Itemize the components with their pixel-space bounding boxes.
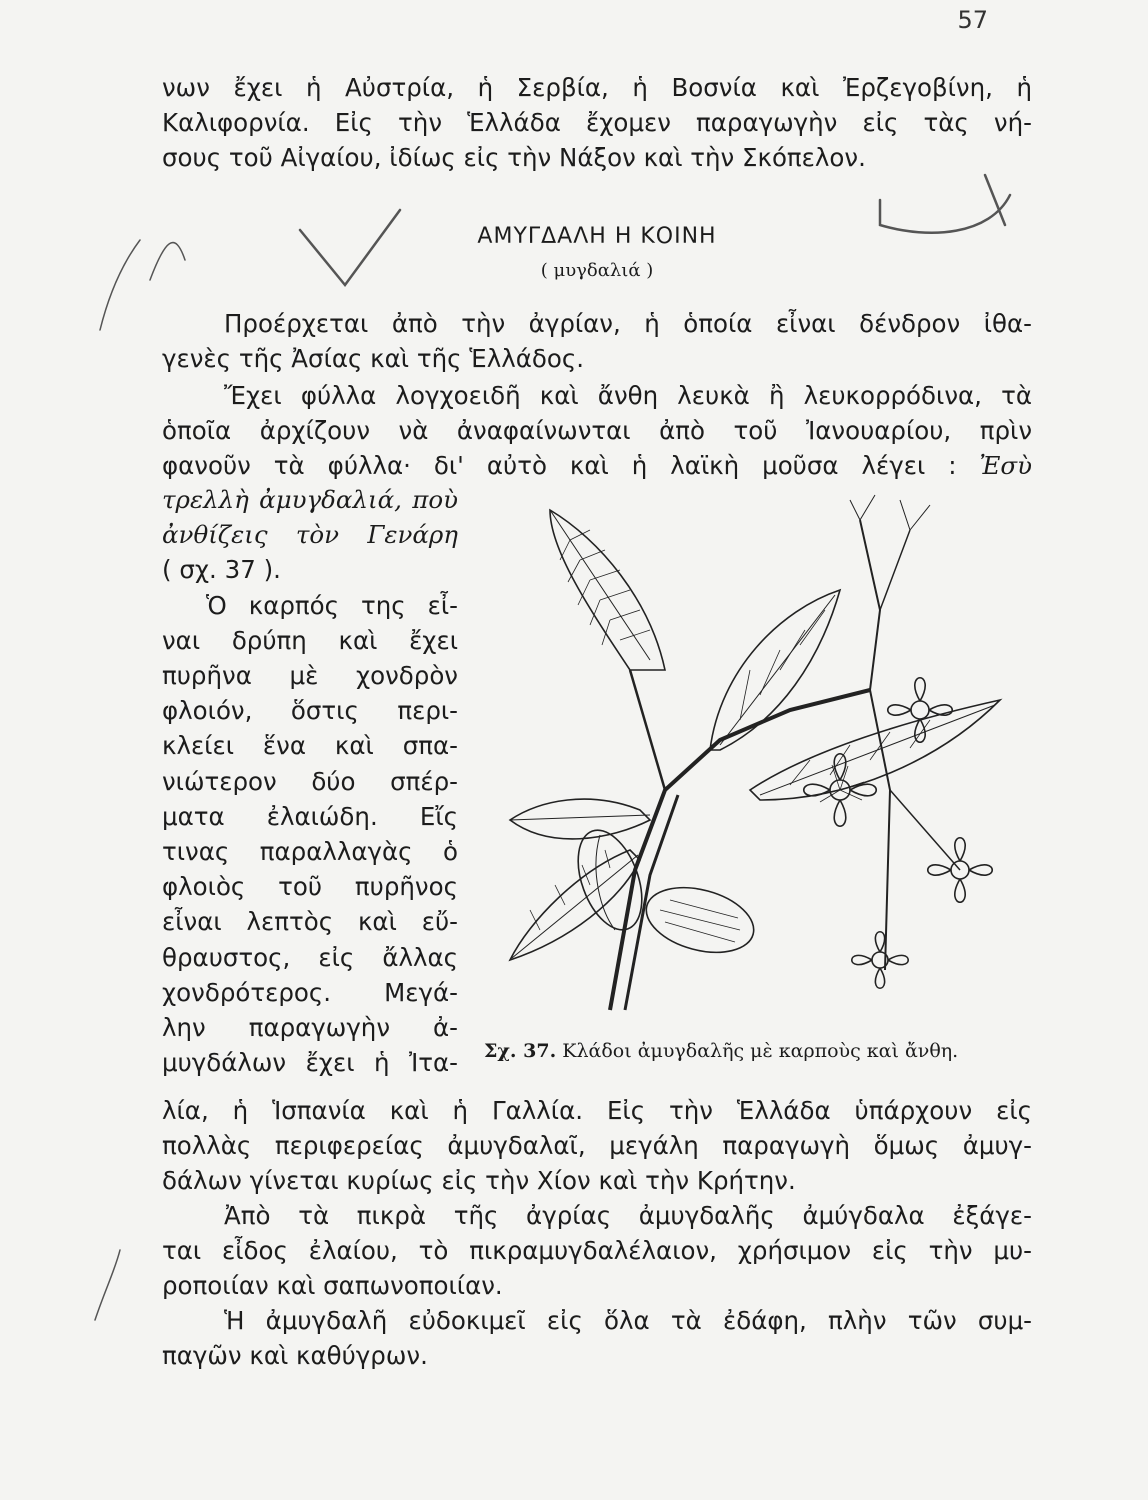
text-line: κλείει ἕνα καὶ σπα- (162, 731, 458, 761)
text-line: Προέρχεται ἀπὸ τὴν ἀγρίαν, ἡ ὁποία εἶναι δένδρον ἰθα- (224, 309, 1032, 338)
paragraph-origin (162, 306, 1032, 376)
figure-caption (484, 1040, 1044, 1062)
text-line: νιώτερον δύο σπέρ- (162, 766, 458, 796)
text-line: Καλιφορνία. Εἰς τὴν Ἑλλάδα ἔχομεν παραγωγὴν εἰς τὰς νή- (162, 108, 1032, 137)
almond-branch-illustration (490, 490, 1050, 1020)
text-line: ( σχ. 37 ). (162, 555, 281, 585)
bottom-paragraph (162, 1093, 1032, 1373)
page-number: 57 (957, 6, 988, 34)
text-line: Ἔχει φύλλα λογχοειδῆ καὶ ἄνθη λευκὰ ἢ λευκορρόδινα, τὰ (224, 381, 1032, 410)
text-line: σους τοῦ Αἰγαίου, ἰδίως εἰς τὴν Νάξον καὶ τὴν Σκόπελον. (162, 143, 866, 172)
text-line: γενὲς τῆς Ἀσίας καὶ τῆς Ἑλλάδος. (162, 344, 585, 373)
text-span: φανοῦν τὰ φύλλα· δι' αὐτὸ καὶ ἡ λαϊκὴ μοῦσα λέγει : (162, 451, 957, 480)
text-line: εἶναι λεπτὸς καὶ εὔ- (162, 907, 458, 937)
text-line: ναι δρύπη καὶ ἔχει (162, 625, 458, 655)
text-line: χονδρότερος. Μεγά- (162, 977, 458, 1007)
text-line (162, 448, 1032, 483)
text-line: ὁποῖα ἀρχίζουν νὰ ἀναφαίνωνται ἀπὸ τοῦ Ἰανουαρίου, πρὶν (162, 416, 1032, 445)
text-line: λία, ἡ Ἱσπανία καὶ ἡ Γαλλία. Εἰς τὴν Ἑλλάδα ὑπάρχουν εἰς (162, 1096, 1032, 1125)
text-line: φλοιὸς τοῦ πυρῆνος (162, 872, 458, 902)
text-line: φλοιόν, ὅστις περι- (162, 696, 458, 726)
text-line: ροποιίαν καὶ σαπωνοποιίαν. (162, 1271, 503, 1300)
text-line: Ὁ καρπός της εἶ- (206, 590, 458, 620)
text-line: παγῶν καὶ καθύγρων. (162, 1341, 428, 1370)
text-line: ματα ἐλαιώδη. Εἴς (162, 801, 458, 831)
text-line: πυρῆνα μὲ χονδρὸν (162, 661, 458, 691)
text-line: θραυστος, εἰς ἄλλας (162, 942, 458, 972)
quote-line: ἀνθίζεις τὸν Γενάρη (162, 520, 458, 550)
quote-start: Ἐσὺ (979, 451, 1032, 480)
text-line: μυγδάλων ἔχει ἡ Ἰτα- (162, 1048, 458, 1078)
narrow-column (162, 482, 458, 1080)
text-line: Ἀπὸ τὰ πικρὰ τῆς ἀγρίας ἀμυγδαλῆς ἀμύγδαλα ἐξάγε- (224, 1201, 1032, 1230)
top-paragraph (162, 70, 1032, 175)
text-line: τινας παραλλαγὰς ὁ (162, 837, 458, 867)
text-line: δάλων γίνεται κυρίως εἰς τὴν Χίον καὶ τὴν Κρήτην. (162, 1166, 796, 1195)
text-line: λην παραγωγὴν ἀ- (162, 1013, 458, 1043)
caption-text: Κλάδοι ἀμυγδαλῆς μὲ καρποὺς καὶ ἄνθη. (562, 1040, 959, 1062)
text-line: πολλὰς περιφερείας ἀμυγδαλαῖ, μεγάλη παραγωγὴ ὅμως ἀμυγ- (162, 1131, 1032, 1160)
quote-line: τρελλὴ ἀμυγδαλιά, ποὺ (162, 485, 458, 514)
text-line: Ἡ ἀμυγδαλῆ εὐδοκιμεῖ εἰς ὅλα τὰ ἐδάφη, πλὴν τῶν συμ- (224, 1306, 1032, 1335)
text-line: νων ἔχει ἡ Αὐστρία, ἡ Σερβία, ἡ Βοσνία καὶ Ἐρζεγοβίνη, ἡ (162, 73, 1032, 102)
paragraph-leaves (162, 378, 1032, 483)
caption-number: Σχ. 37. (484, 1040, 557, 1062)
section-title: ΑΜΥΓΔΑΛΗ Η ΚΟΙΝΗ (477, 224, 717, 249)
section-subtitle: ( μυγδαλιά ) (540, 260, 654, 281)
text-line: ται εἶδος ἐλαίου, τὸ πικραμυγδαλέλαιον, χρήσιμον εἰς τὴν μυ- (162, 1236, 1032, 1265)
